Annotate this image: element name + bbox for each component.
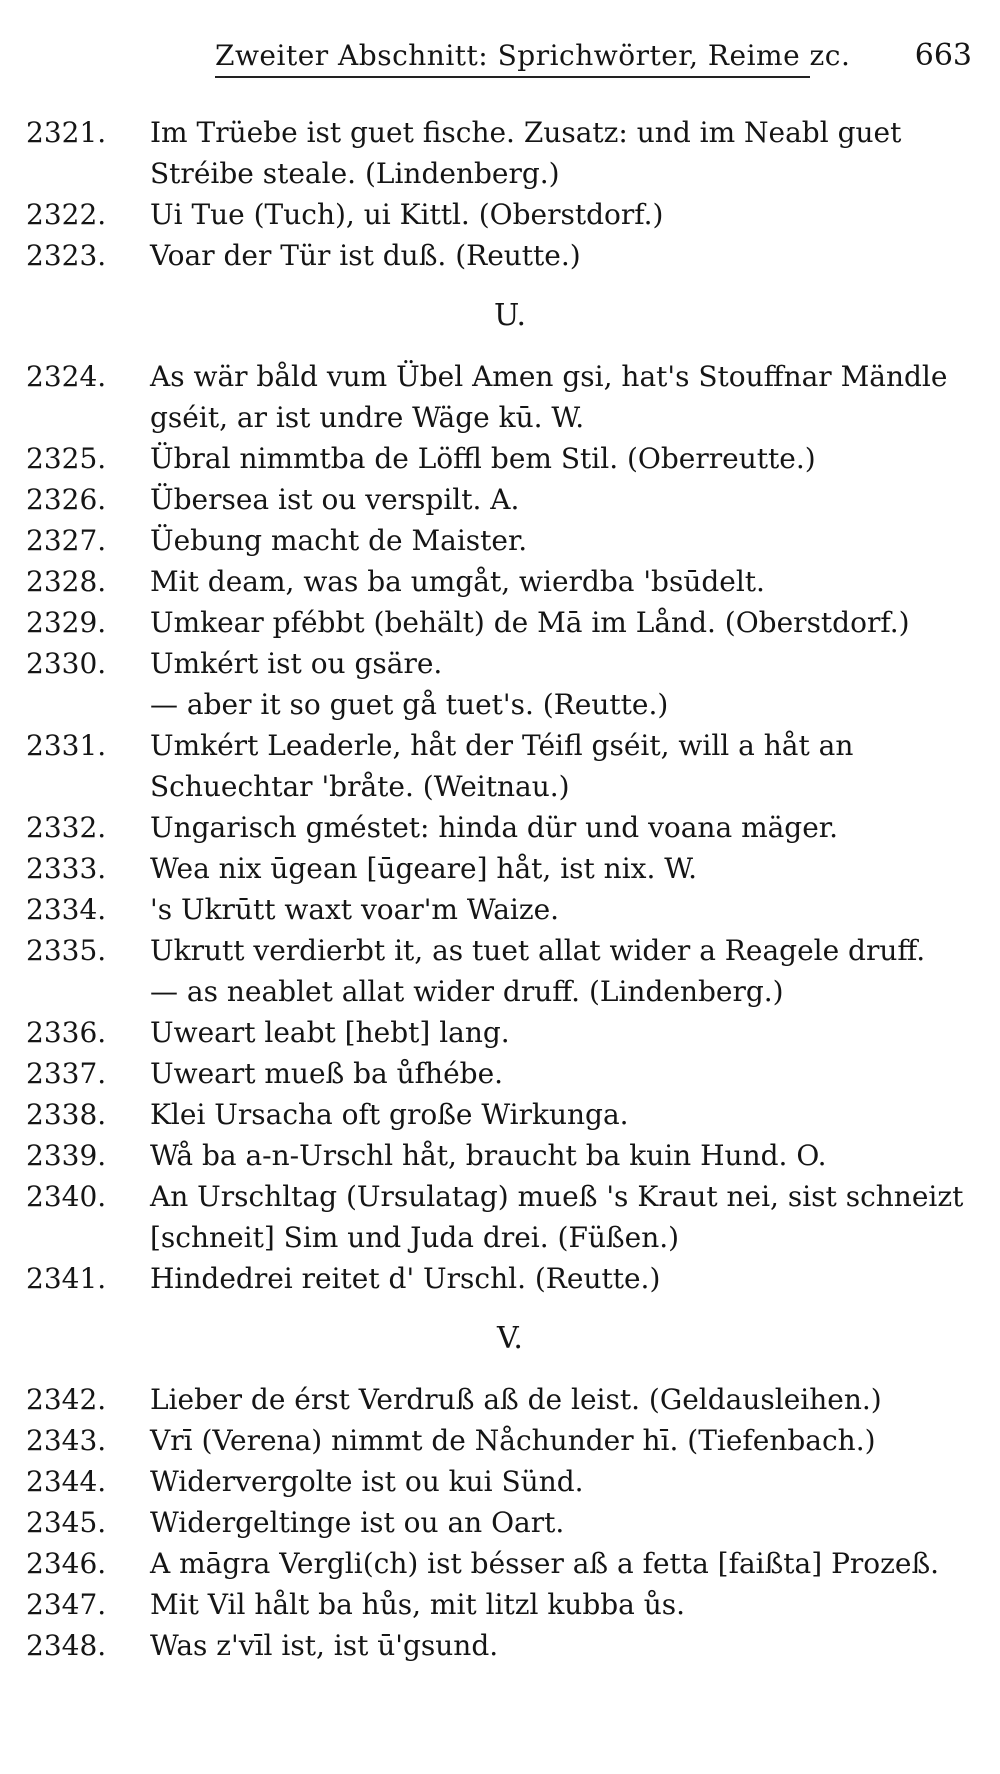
proverb-entry	[0, 889, 1000, 930]
proverb-entry	[0, 1258, 1000, 1299]
section-heading: V.	[497, 1321, 523, 1356]
proverb-entry	[0, 1502, 1000, 1543]
proverb-entry	[0, 1584, 1000, 1625]
proverb-entry	[0, 194, 1000, 235]
entry-number: 2327.	[26, 524, 107, 557]
entry-text-line: Uweart leabt [hebt] lang.	[150, 1016, 510, 1049]
entry-number: 2334.	[26, 893, 107, 926]
entry-number: 2341.	[26, 1262, 107, 1295]
proverb-entry	[0, 1543, 1000, 1584]
entry-number: 2347.	[26, 1588, 107, 1621]
entry-number: 2348.	[26, 1629, 107, 1662]
entry-text-line: — aber it so guet gå tuet's. (Reutte.)	[150, 688, 669, 721]
proverb-entry	[0, 930, 1000, 1012]
entry-text-line: Übersea ist ou verspilt. A.	[150, 483, 520, 516]
entry-number: 2329.	[26, 606, 107, 639]
entry-text-line: gséit, ar ist undre Wäge kū. W.	[150, 401, 585, 434]
entry-text-line: Klei Ursacha oft große Wirkunga.	[150, 1098, 629, 1131]
entry-number: 2339.	[26, 1139, 107, 1172]
entry-number: 2332.	[26, 811, 107, 844]
entry-text-line: A māgra Vergli(ch) ist bésser aß a fetta [faißta] Prozeß.	[150, 1547, 940, 1580]
proverb-entry	[0, 1094, 1000, 1135]
proverb-entry	[0, 1135, 1000, 1176]
proverb-entry	[0, 1053, 1000, 1094]
entry-text-line: Widergeltinge ist ou an Oart.	[150, 1506, 565, 1539]
entry-text-line: Üebung macht de Maister.	[150, 524, 528, 557]
proverb-entry	[0, 807, 1000, 848]
proverb-entry	[0, 479, 1000, 520]
running-title: Zweiter Abschnitt: Sprichwörter, Reime zc.	[215, 38, 810, 78]
entry-number: 2335.	[26, 934, 107, 967]
proverb-entry	[0, 1420, 1000, 1461]
proverb-entry	[0, 235, 1000, 276]
proverb-list	[0, 112, 1000, 1666]
entry-number: 2324.	[26, 360, 107, 393]
proverb-entry	[0, 112, 1000, 194]
entry-text-line: Umkear pfébbt (behält) de Mā im Lånd. (Oberstdorf.)	[150, 606, 910, 639]
entry-text-line: Schuechtar 'bråte. (Weitnau.)	[150, 770, 570, 803]
entry-number: 2326.	[26, 483, 107, 516]
entry-text-line: Übral nimmtba de Löffl bem Stil. (Oberreutte.)	[150, 442, 816, 475]
entry-number: 2342.	[26, 1383, 107, 1416]
entry-text-line: Vrī (Verena) nimmt de Nåchunder hī. (Tiefenbach.)	[150, 1424, 876, 1457]
proverb-entry	[0, 438, 1000, 479]
entry-number: 2345.	[26, 1506, 107, 1539]
entry-text-line: Voar der Tür ist duß. (Reutte.)	[150, 239, 581, 272]
entry-text-line: Mit Vil hålt ba hůs, mit litzl kubba ůs.	[150, 1588, 686, 1621]
proverb-entry	[0, 1625, 1000, 1666]
entry-text-line: Wå ba a-n-Urschl håt, braucht ba kuin Hund. O.	[150, 1139, 827, 1172]
entry-number: 2344.	[26, 1465, 107, 1498]
entry-number: 2336.	[26, 1016, 107, 1049]
entry-text-line: Was z'vīl ist, ist ū'gsund.	[150, 1629, 499, 1662]
entry-text-line: — as neablet allat wider druff. (Lindenberg.)	[150, 975, 784, 1008]
entry-text-line: As wär båld vum Übel Amen gsi, hat's Stouffnar Mändle	[150, 360, 948, 393]
proverb-entry	[0, 1012, 1000, 1053]
proverb-entry	[0, 520, 1000, 561]
entry-text-line: Hindedrei reitet d' Urschl. (Reutte.)	[150, 1262, 661, 1295]
proverb-entry	[0, 643, 1000, 725]
entry-number: 2322.	[26, 198, 107, 231]
entry-text-line: An Urschltag (Ursulatag) mueß 's Kraut nei, sist schneizt	[150, 1180, 964, 1213]
proverb-entry	[0, 1461, 1000, 1502]
entry-number: 2333.	[26, 852, 107, 885]
entry-number: 2331.	[26, 729, 107, 762]
entry-text-line: Wea nix ūgean [ūgeare] håt, ist nix. W.	[150, 852, 698, 885]
entry-text-line: Im Trüebe ist guet fische. Zusatz: und im Neabl guet	[150, 116, 902, 149]
entry-text-line: Umkért Leaderle, håt der Téifl gséit, will a håt an	[150, 729, 854, 762]
proverb-entry	[0, 561, 1000, 602]
entry-text-line: Stréibe steale. (Lindenberg.)	[150, 157, 560, 190]
entry-text-line: [schneit] Sim und Juda drei. (Füßen.)	[150, 1221, 680, 1254]
proverb-entry	[0, 1176, 1000, 1258]
proverb-entry	[0, 602, 1000, 643]
entry-text-line: Widervergolte ist ou kui Sünd.	[150, 1465, 584, 1498]
entry-number: 2338.	[26, 1098, 107, 1131]
entry-number: 2330.	[26, 647, 107, 680]
entry-text-line: Ukrutt verdierbt it, as tuet allat wider a Reagele druff.	[150, 934, 926, 967]
page-number: 663	[914, 38, 972, 73]
proverb-entry	[0, 725, 1000, 807]
entry-text-line: Ungarisch gméstet: hinda dür und voana mäger.	[150, 811, 839, 844]
proverb-entry	[0, 356, 1000, 438]
entry-text-line: Uweart mueß ba ůfhébe.	[150, 1057, 504, 1090]
entry-number: 2340.	[26, 1180, 107, 1213]
entry-text-line: Mit deam, was ba umgåt, wierdba 'bsūdelt.	[150, 565, 765, 598]
entry-number: 2346.	[26, 1547, 107, 1580]
entry-number: 2321.	[26, 116, 107, 149]
entry-number: 2328.	[26, 565, 107, 598]
entry-number: 2325.	[26, 442, 107, 475]
proverb-entry	[0, 848, 1000, 889]
proverb-entry	[0, 1379, 1000, 1420]
entry-text-line: Umkért ist ou gsäre.	[150, 647, 443, 680]
entry-text-line: Lieber de érst Verdruß aß de leist. (Geldausleihen.)	[150, 1383, 882, 1416]
entry-text-line: Ui Tue (Tuch), ui Kittl. (Oberstdorf.)	[150, 198, 664, 231]
entry-number: 2323.	[26, 239, 107, 272]
entry-number: 2343.	[26, 1424, 107, 1457]
entry-number: 2337.	[26, 1057, 107, 1090]
entry-text-line: 's Ukrūtt waxt voar'm Waize.	[150, 893, 560, 926]
section-heading: U.	[493, 298, 527, 333]
